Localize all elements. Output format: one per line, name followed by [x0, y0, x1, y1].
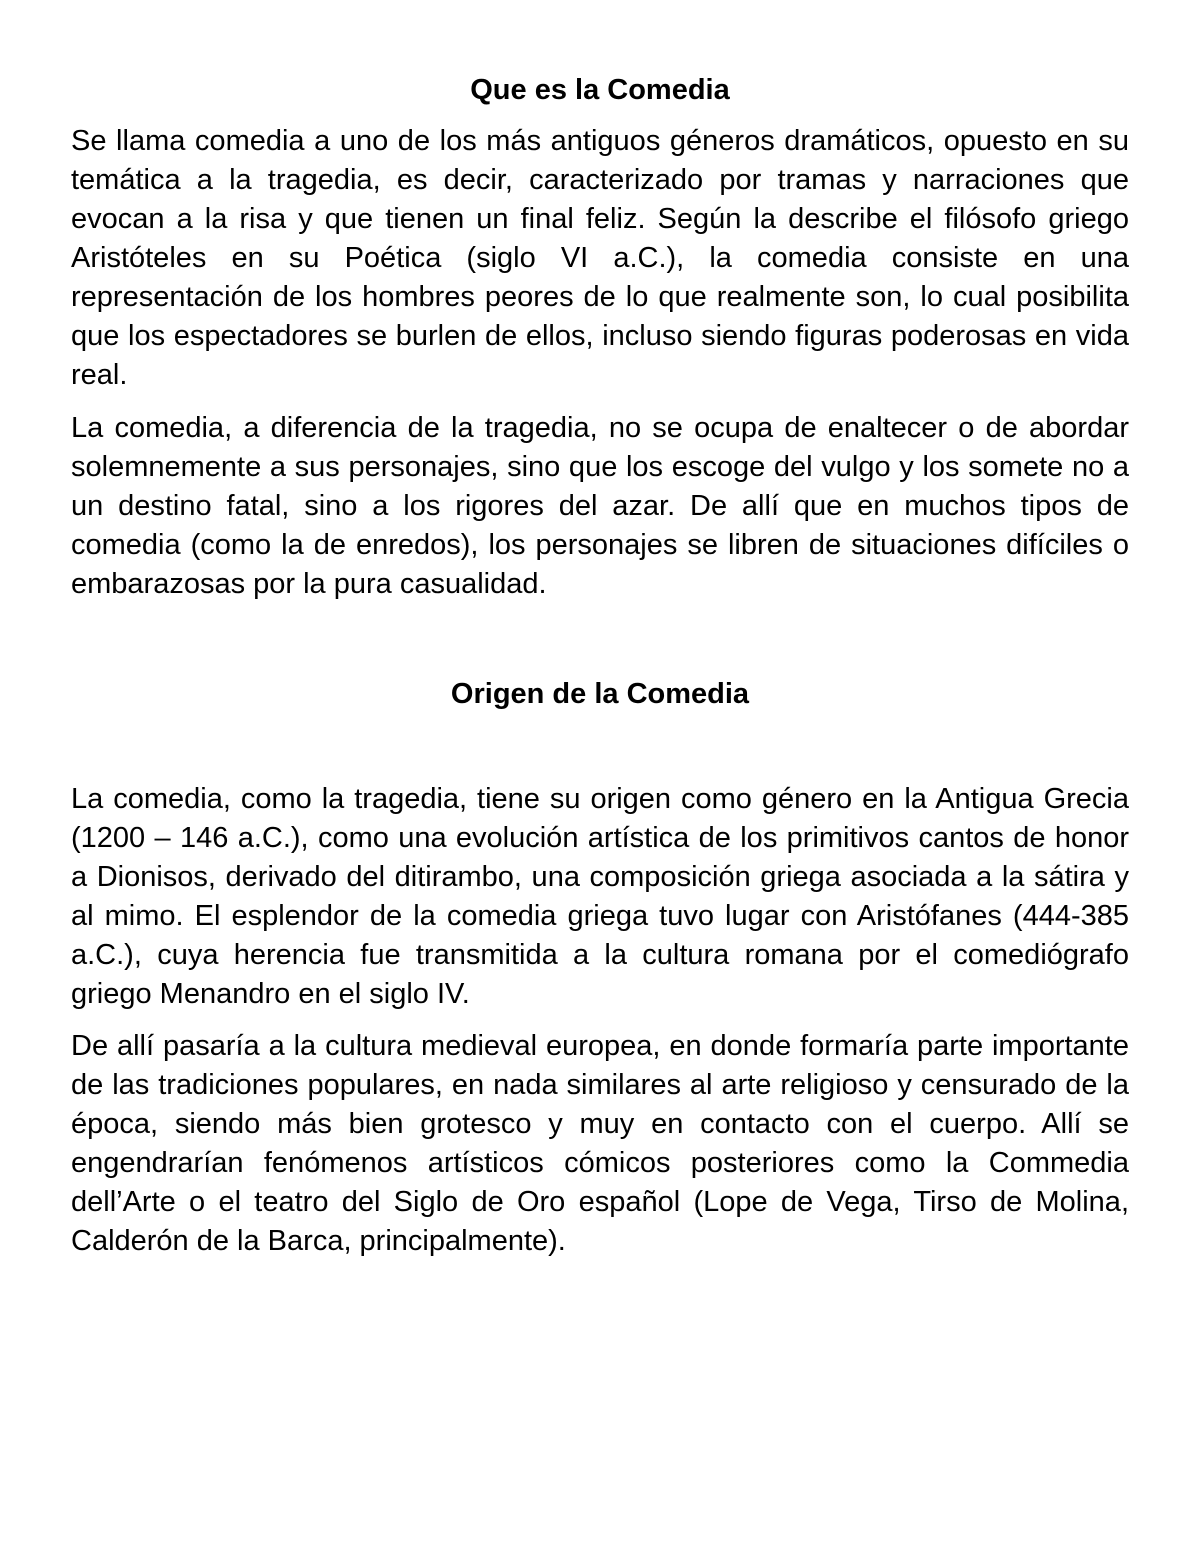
section-title-origen-de-la-comedia: Origen de la Comedia — [450, 678, 750, 710]
paragraph-medieval: De allí pasaría a la cultura medieval europea, en donde formaría parte importante de las tradiciones populares, en nada similares al arte religioso y censurado de la época, siendo más bien grotesco y muy en contacto con el cuerpo. Allí se engendrarían fenómenos artísticos cómicos posteriores como la Commedia dell’Arte o el teatro del Siglo de Oro español (Lope de Vega, Tirso de Molina, Calderón de la Barca, principalmente). — [71, 1030, 1129, 1257]
document-page — [71, 72, 1129, 1261]
paragraph-origin: La comedia, como la tragedia, tiene su origen como género en la Antigua Grecia (1200 – 146 a.C.), como una evolución artística de los primitivos cantos de honor a Dionisos, derivado del ditirambo, una composición griega asociada a la sátira y al mimo. El esplendor de la comedia griega tuvo lugar con Aristófanes (444-385 a.C.), cuya herencia fue transmitida a la cultura romana por el comediógrafo griego Menandro en el siglo IV. — [71, 783, 1129, 1010]
paragraph-definition: Se llama comedia a uno de los más antiguos géneros dramáticos, opuesto en su temática a la tragedia, es decir, caracterizado por tramas y narraciones que evocan a la risa y que tienen un final feliz. Según la describe el filósofo griego Aristóteles en su Poética (siglo VI a.C.), la comedia consiste en una representación de los hombres peores de lo que realmente son, lo cual posibilita que los espectadores se burlen de ellos, incluso siendo figuras poderosas en vida real. — [71, 125, 1129, 391]
paragraph-difference: La comedia, a diferencia de la tragedia, no se ocupa de enaltecer o de abordar solemnemente a sus personajes, sino que los escoge del vulgo y los somete no a un destino fatal, sino a los rigores del azar. De allí que en muchos tipos de comedia (como la de enredos), los personajes se libren de situaciones difíciles o embarazosas por la pura casualidad. — [71, 412, 1129, 600]
section-title-que-es-la-comedia: Que es la Comedia — [470, 74, 730, 106]
